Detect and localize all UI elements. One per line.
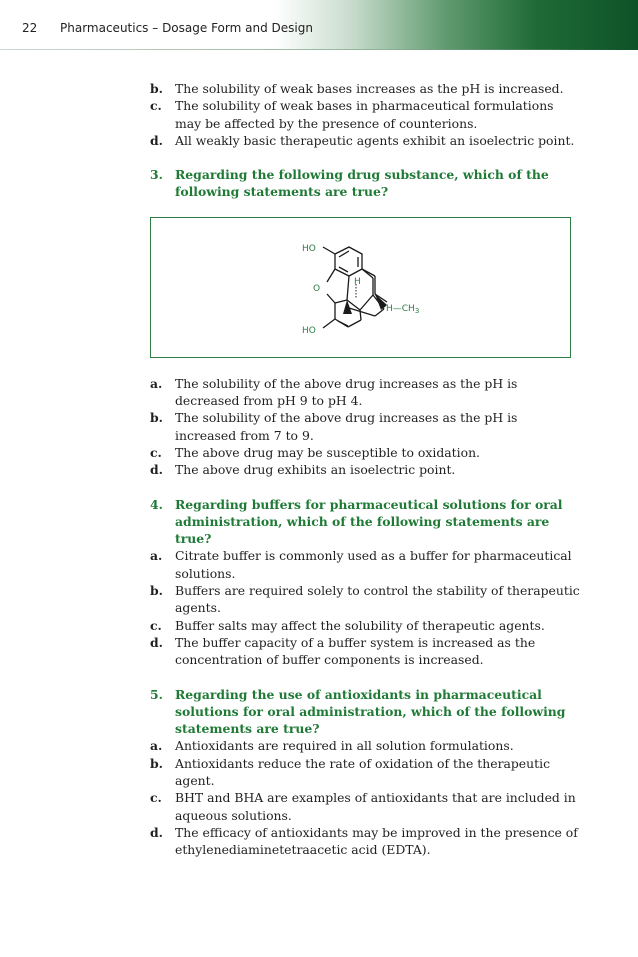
structure-label-ho-top: HO bbox=[302, 243, 316, 254]
option-item bbox=[150, 582, 580, 617]
option-label: a. bbox=[150, 738, 163, 754]
option-label: d. bbox=[150, 462, 163, 478]
option-item bbox=[150, 97, 580, 132]
option-text: The buffer capacity of a buffer system is increased as the concentration of buffer components is increased. bbox=[175, 634, 536, 668]
option-text: BHT and BHA are examples of antioxidants that are included in aqueous solutions. bbox=[175, 790, 576, 823]
option-label: a. bbox=[150, 548, 163, 564]
option-item bbox=[150, 375, 580, 410]
option-label: c. bbox=[150, 98, 162, 114]
question-stem bbox=[150, 496, 580, 548]
option-text: The solubility of the above drug increases as the pH is increased from 7 to 9. bbox=[175, 410, 518, 443]
option-text: Citrate buffer is commonly used as a buffer for pharmaceutical solutions. bbox=[175, 548, 572, 581]
question-text: Regarding the use of antioxidants in pharmaceutical solutions for oral administration, which of the following statements are true? bbox=[175, 686, 566, 737]
option-item bbox=[150, 824, 580, 859]
option-item bbox=[150, 755, 580, 790]
option-text: All weakly basic therapeutic agents exhibit an isoelectric point. bbox=[175, 132, 575, 148]
option-label: b. bbox=[150, 410, 163, 426]
option-text: The above drug may be susceptible to oxidation. bbox=[175, 444, 480, 460]
structure-label-h: H bbox=[354, 276, 361, 287]
question-stem bbox=[150, 686, 580, 738]
option-text: The solubility of the above drug increases as the pH is decreased from pH 9 to pH 4. bbox=[175, 375, 518, 409]
option-label: c. bbox=[150, 617, 162, 633]
option-text: Antioxidants are required in all solution formulations. bbox=[175, 738, 514, 754]
question-stem bbox=[150, 166, 580, 201]
morphine-structure bbox=[151, 218, 570, 357]
option-label: d. bbox=[150, 824, 163, 840]
option-text: Buffers are required solely to control the stability of therapeutic agents. bbox=[175, 583, 580, 616]
option-text: Antioxidants reduce the rate of oxidation of the therapeutic agent. bbox=[175, 755, 551, 789]
option-label: d. bbox=[150, 132, 163, 148]
header-rule bbox=[0, 49, 638, 50]
option-item bbox=[150, 409, 580, 444]
option-item bbox=[150, 444, 580, 461]
running-title: Pharmaceutics – Dosage Form and Design bbox=[60, 21, 313, 35]
page-content bbox=[150, 80, 580, 859]
option-label: a. bbox=[150, 375, 163, 391]
option-item bbox=[150, 80, 580, 97]
option-label: b. bbox=[150, 583, 163, 599]
option-text: The efficacy of antioxidants may be improved in the presence of ethylenediaminetetraacetic acid (EDTA). bbox=[175, 824, 578, 858]
option-item bbox=[150, 737, 580, 754]
option-item bbox=[150, 461, 580, 478]
structure-label-h-ch3: $H—CH_3$ bbox=[386, 303, 420, 315]
question-text: Regarding the following drug substance, which of the following statements are true? bbox=[175, 167, 549, 200]
question-number: 4. bbox=[150, 496, 163, 512]
chemical-structure-figure bbox=[150, 217, 571, 358]
question-number: 5. bbox=[150, 686, 163, 702]
option-item bbox=[150, 132, 580, 149]
option-label: d. bbox=[150, 634, 163, 650]
option-text: Buffer salts may affect the solubility of therapeutic agents. bbox=[175, 617, 545, 633]
option-text: The above drug exhibits an isoelectric point. bbox=[175, 462, 456, 478]
page-number: 22 bbox=[22, 21, 38, 35]
option-label: c. bbox=[150, 790, 162, 806]
option-item bbox=[150, 547, 580, 582]
structure-label-ho-bottom: HO bbox=[302, 325, 316, 336]
question-number: 3. bbox=[150, 167, 163, 183]
option-item bbox=[150, 617, 580, 634]
option-label: b. bbox=[150, 755, 163, 771]
option-label: b. bbox=[150, 81, 163, 96]
option-item bbox=[150, 789, 580, 824]
option-text: The solubility of weak bases in pharmaceutical formulations may be affected by the presence of counterions. bbox=[175, 98, 554, 131]
option-text: The solubility of weak bases increases as the pH is increased. bbox=[175, 81, 564, 96]
option-label: c. bbox=[150, 444, 162, 460]
question-text: Regarding buffers for pharmaceutical solutions for oral administration, which of the following statements are true? bbox=[175, 496, 563, 547]
option-item bbox=[150, 634, 580, 669]
structure-label-o: O bbox=[313, 283, 321, 294]
